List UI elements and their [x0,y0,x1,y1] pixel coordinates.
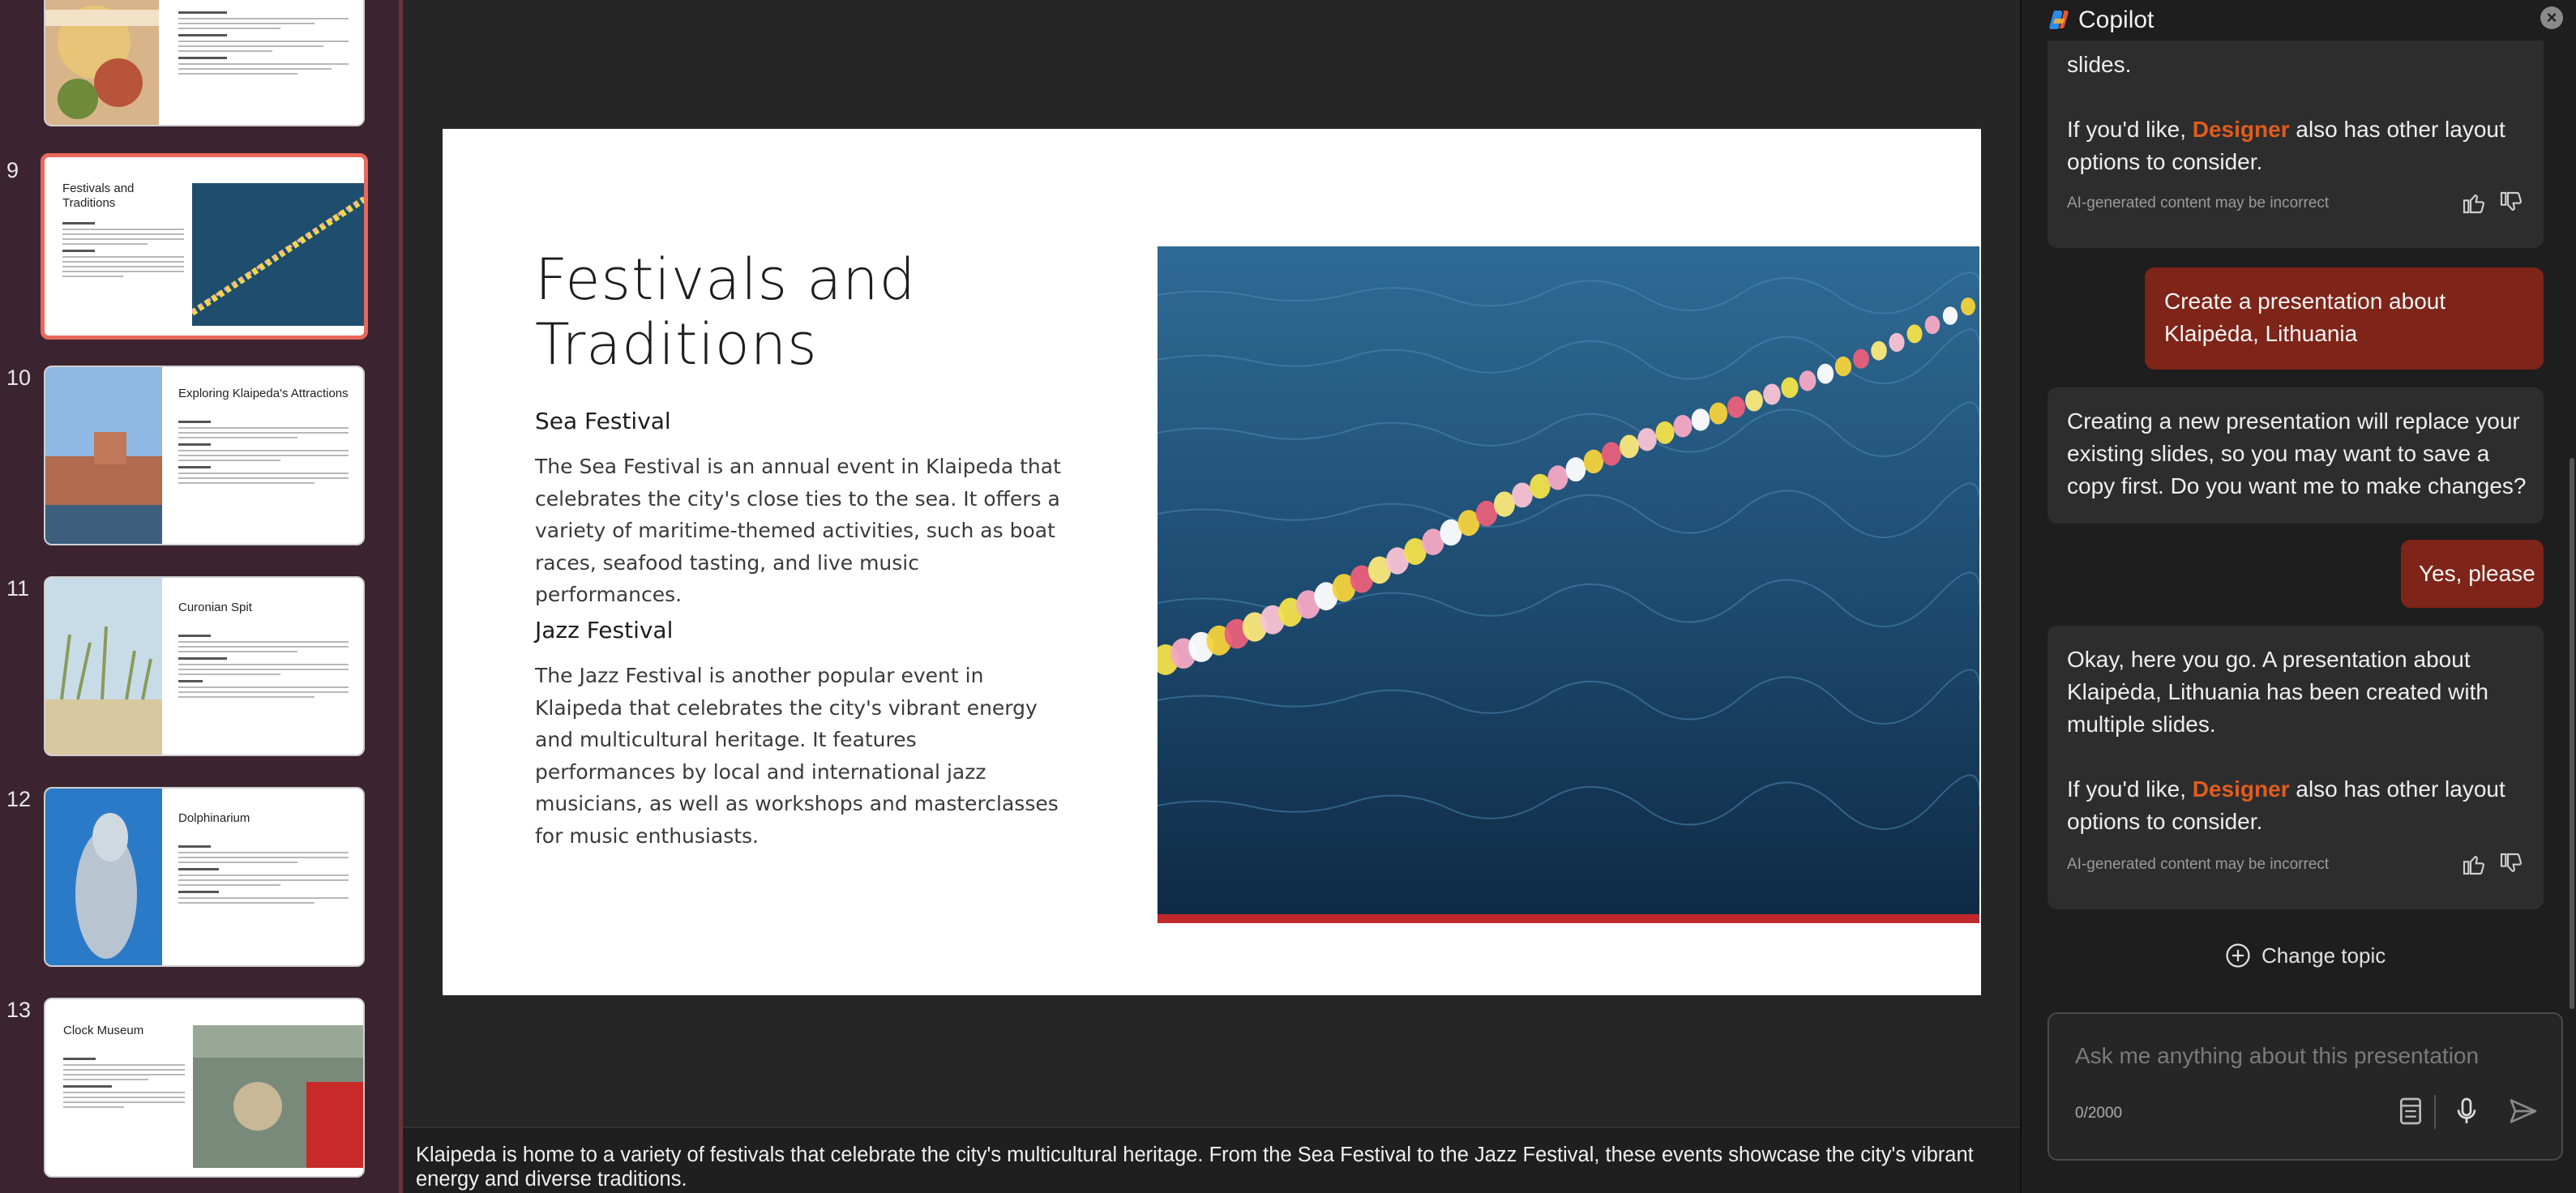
thumbnail-card[interactable] [44,787,365,967]
slide-thumbnail-rail [0,0,403,1193]
balloon [1943,306,1958,324]
suggestion-prefix: If you'd like, [2067,117,2193,142]
thumbnail-text-lines [178,630,349,701]
send-icon[interactable] [2507,1095,2540,1127]
ai-disclaimer: AI-generated content may be incorrect [2067,195,2330,212]
slide-number: 12 [6,787,32,811]
balloon [1637,428,1657,451]
thumbnail-title: Dolphinarium [178,811,250,825]
jazz-festival-body[interactable]: The Jazz Festival is another popular event in Klaipeda that celebrates the city's vibrant energy and multicultural heritage. It features performances by local and international jazz musicians, as well as workshops and masterclasses for music enthusiasts. [535,664,1059,848]
balloon [1745,390,1763,411]
user-message-text: Yes, please [2419,561,2535,586]
balloon [1494,492,1515,517]
thumbnail-title: Festivals and Traditions [62,182,135,210]
balloon [1835,357,1851,376]
suggestion-suffix: also has other layout options to consider. [2067,117,2505,174]
clock-museum-thumb [193,1025,365,1168]
thumbs-up-icon[interactable] [2461,190,2487,216]
balloon-water-thumb [192,183,364,326]
balloon [1727,396,1745,418]
jazz-festival-heading[interactable]: Jazz Festival [535,617,674,644]
message-text: slides. [2067,52,2132,77]
balloon [1530,474,1550,499]
harbor-image-thumb [45,367,162,545]
slide-number: 10 [6,366,32,390]
thumbnail-text-lines [178,416,349,487]
copilot-pane [2020,0,2576,1193]
slide-editor-area [403,0,2020,1193]
copilot-input-box[interactable] [2048,1012,2563,1161]
balloon [1961,297,1975,315]
thumbnail-text-lines [178,6,349,78]
thumbs-down-icon[interactable] [2498,190,2524,216]
balloon [1799,370,1816,391]
copilot-header [2022,0,2576,41]
balloon [1853,349,1869,369]
input-divider [2434,1095,2436,1129]
thumbnail-text-lines [63,1053,185,1111]
accent-bar [1157,914,1979,923]
speaker-notes-text[interactable]: Klaipeda is home to a variety of festivals that celebrate the city's multicultural heritage. From the Sea Festival to the Jazz Festival, these events showcase the city's vibrant energy and diverse traditions. [416,1144,1974,1191]
balloon [1889,333,1904,352]
char-counter: 0/2000 [2075,1105,2123,1122]
copilot-title: Copilot [2078,6,2155,33]
balloon [1584,450,1604,473]
thumbnail-card[interactable] [44,0,365,126]
balloon [1763,384,1780,405]
copilot-message-2 [2048,387,2544,524]
thumbnail-title: Clock Museum [63,1024,144,1037]
designer-link[interactable]: Designer [2192,117,2290,142]
thumbnail-title: Curonian Spit [178,601,252,614]
prompt-guide-icon[interactable] [2394,1095,2427,1127]
change-topic-label: Change topic [2261,943,2386,968]
slide-number: 9 [6,158,19,182]
microphone-icon[interactable] [2450,1095,2483,1127]
chat-input[interactable] [2075,1040,2529,1072]
dune-grass-thumb [45,578,162,756]
balloon [1692,408,1710,430]
slide-number: 11 [6,576,30,601]
balloon [1709,403,1727,425]
message-text: Okay, here you go. A presentation about Klaipėda, Lithuania has been created with multiple slides. [2067,647,2488,737]
user-message-1 [2145,267,2544,370]
copilot-message-3 [2048,626,2544,909]
user-message-text: Create a presentation about Klaipėda, Lithuania [2164,289,2446,346]
thumbnail-card[interactable] [44,366,365,545]
message-designer-suggestion [2067,113,2537,178]
copilot-logo-icon [2047,7,2071,32]
thumbs-down-icon[interactable] [2498,851,2524,877]
thumbs-up-icon[interactable] [2461,851,2487,877]
balloon [1512,483,1533,508]
balloons-on-water-image[interactable] [1157,246,1979,916]
balloon [1602,442,1621,465]
balloon [1674,415,1692,438]
balloon [1817,364,1834,384]
thumbnail-card[interactable] [44,998,365,1178]
sea-festival-heading[interactable]: Sea Festival [535,408,671,434]
thumbnail-card[interactable] [44,576,365,756]
balloon [1547,465,1568,490]
message-text: Creating a new presentation will replace your existing slides, so you may want to save a copy first. Do you want me to make changes? [2067,408,2527,498]
balloon [1620,435,1639,459]
balloon [1907,324,1923,343]
balloon [1566,457,1586,481]
user-message-2 [2401,540,2544,608]
suggestion-prefix: If you'd like, [2067,776,2193,802]
balloon [1925,316,1941,335]
suggestion-suffix: also has other layout options to consider. [2067,776,2505,834]
thumbnail-title: Exploring Klaipeda's Attractions [178,387,349,400]
chat-add-icon [2224,942,2252,969]
thumbnail-text-lines [62,217,184,280]
slide-canvas[interactable] [443,129,1981,995]
message-designer-suggestion [2067,773,2537,838]
slide-number: 13 [6,998,32,1022]
balloon [1655,421,1674,444]
ai-disclaimer: AI-generated content may be incorrect [2067,856,2330,873]
thumbnail-card-selected[interactable] [41,153,368,340]
balloon [1781,378,1798,399]
speaker-notes-pane[interactable] [403,1127,2020,1193]
food-image-thumb [45,0,159,126]
thumbnail-text-lines [178,840,349,907]
slide-title[interactable]: Festivals and Traditions [535,246,917,378]
balloon [1871,341,1887,361]
close-icon[interactable]: × [2540,6,2563,29]
chat-scrollbar[interactable] [2570,458,2574,1009]
dolphin-image-thumb [45,789,162,967]
designer-link[interactable]: Designer [2192,776,2290,802]
sea-festival-body[interactable]: The Sea Festival is an annual event in Klaipeda that celebrates the city's close ties to the sea. It offers a variety of maritime-themed activities, such as boat races, seafood tasting, and live music performances. [535,455,1061,606]
